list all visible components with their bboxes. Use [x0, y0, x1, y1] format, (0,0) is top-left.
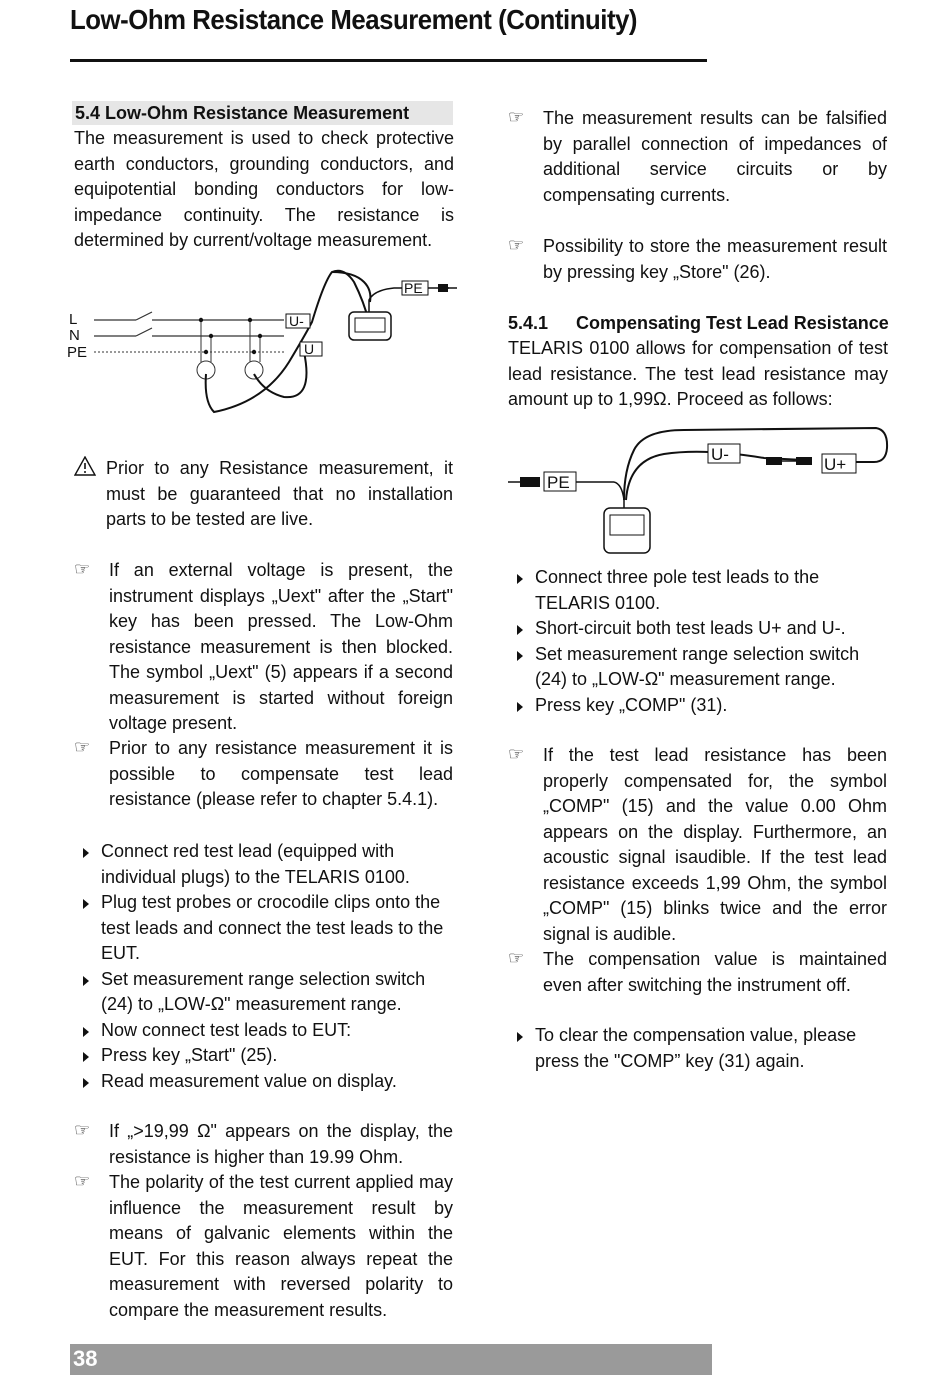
note-text: If the test lead resistance has been properly compensated for, the symbol „COMP" (15) and the value 0.00 Ohm appears on the display. Furthermore, an acoustic signal isaudible. If the test lead resistance exceeds 1,99 Ohm, the symbol „COMP" (15) blinks twice and the error signal is audible.	[543, 745, 887, 944]
note-text: Possibility to store the measurement result by pressing key „Store" (26).	[543, 236, 887, 282]
list-item: Short-circuit both test leads U+ and U-.	[508, 616, 888, 642]
compensation-intro: TELARIS 0100 allows for compensation of test lead resistance. The test lead resistance may amount up to 1,99Ω. Proceed as follows:	[508, 338, 888, 409]
label-pe: PE	[67, 344, 88, 361]
list-item: Set measurement range selection switch (24) to „LOW-Ω" measurement range.	[74, 967, 453, 1018]
note-text: The compensation value is maintained even after switching the instrument off.	[543, 949, 887, 995]
compensation-diagram	[504, 420, 896, 560]
bullet-arrow-icon	[517, 702, 523, 712]
pointing-hand-icon: ☞	[74, 559, 91, 579]
list-item: Connect red test lead (equipped with individual plugs) to the TELARIS 0100.	[74, 839, 453, 890]
label-pe-box: PE	[404, 280, 423, 296]
footer-bar	[70, 1344, 712, 1375]
label-u: U	[304, 341, 315, 357]
list-item: Connect three pole test leads to the TELARIS 0100.	[508, 565, 888, 616]
label-u-plus: U+	[824, 455, 847, 474]
label-u-minus: U-	[289, 313, 304, 329]
bullet-arrow-icon	[83, 848, 89, 858]
bullet-arrow-icon	[83, 1027, 89, 1037]
bullet-arrow-icon	[517, 574, 523, 584]
subheading-title: Compensating Test Lead Resistance	[576, 313, 889, 333]
pointing-hand-icon: ☞	[74, 1171, 91, 1191]
label-u-minus: U-	[711, 445, 729, 464]
pointing-hand-icon: ☞	[508, 948, 525, 968]
clear-steps-list	[508, 1023, 888, 1074]
subheading-number: 5.4.1	[508, 313, 549, 333]
intro-paragraph: The measurement is used to check protective earth conductors, grounding conductors, and equipotential bonding conductors for low-impedance continuity. The resistance is determined by current/voltage measurement.	[74, 128, 454, 250]
label-l: L	[69, 311, 78, 328]
note-text: Prior to any resistance measurement it is possible to compensate test lead resistance (please refer to chapter 5.4.1).	[109, 738, 453, 809]
bullet-arrow-icon	[83, 899, 89, 909]
label-n: N	[69, 327, 80, 344]
list-item: Set measurement range selection switch (24) to „LOW-Ω" measurement range.	[508, 642, 888, 693]
pointing-hand-icon: ☞	[74, 1120, 91, 1140]
warning-text: Prior to any Resistance measurement, it must be guaranteed that no installation parts to be tested are live.	[106, 458, 453, 529]
bullet-arrow-icon	[517, 625, 523, 635]
circuit-diagram	[64, 262, 464, 422]
page-number: 38	[73, 1346, 98, 1371]
label-pe: PE	[547, 473, 570, 492]
page-title: Low-Ohm Resistance Measurement (Continuity)	[70, 4, 638, 35]
title-rule	[70, 59, 707, 62]
bullet-arrow-icon	[83, 976, 89, 986]
bullet-arrow-icon	[83, 1078, 89, 1088]
note-text: If „>19,99 Ω" appears on the display, the resistance is higher than 19.99 Ohm.	[109, 1121, 453, 1167]
section-heading-5-4: 5.4 Low-Ohm Resistance Measurement	[72, 101, 453, 125]
section-heading-5-4-1	[508, 311, 889, 335]
pointing-hand-icon: ☞	[74, 737, 91, 757]
note-text: The measurement results can be falsified by parallel connection of impedances of additional service circuits or by compensating currents.	[543, 108, 887, 205]
bullet-arrow-icon	[517, 651, 523, 661]
list-item: To clear the compensation value, please press the "COMP” key (31) again.	[508, 1023, 888, 1074]
note-text: If an external voltage is present, the instrument displays „Uext" after the „Start" key has been pressed. The Low-Ohm resistance measurement is then blocked. The symbol „Uext" (5) appears if a second measurement is started without foreign voltage present.	[109, 560, 453, 733]
bullet-arrow-icon	[83, 1052, 89, 1062]
note-text: The polarity of the test current applied may influence the measurement result by means of galvanic elements within the EUT. For this reason always repeat the measurement with reversed polarity to compare the measurement results.	[109, 1172, 453, 1320]
compensation-steps-list	[508, 565, 888, 718]
list-item: Now connect test leads to EUT:	[74, 1018, 453, 1044]
steps-list	[74, 839, 453, 1094]
list-item: Press key „Start" (25).	[74, 1043, 453, 1069]
bullet-arrow-icon	[517, 1032, 523, 1042]
pointing-hand-icon: ☞	[508, 235, 525, 255]
list-item: Press key „COMP" (31).	[508, 693, 888, 719]
warning-triangle-icon	[74, 456, 96, 476]
pointing-hand-icon: ☞	[508, 744, 525, 764]
list-item: Read measurement value on display.	[74, 1069, 453, 1095]
list-item: Plug test probes or crocodile clips onto the test leads and connect the test leads to the EUT.	[74, 890, 453, 967]
pointing-hand-icon: ☞	[508, 107, 525, 127]
